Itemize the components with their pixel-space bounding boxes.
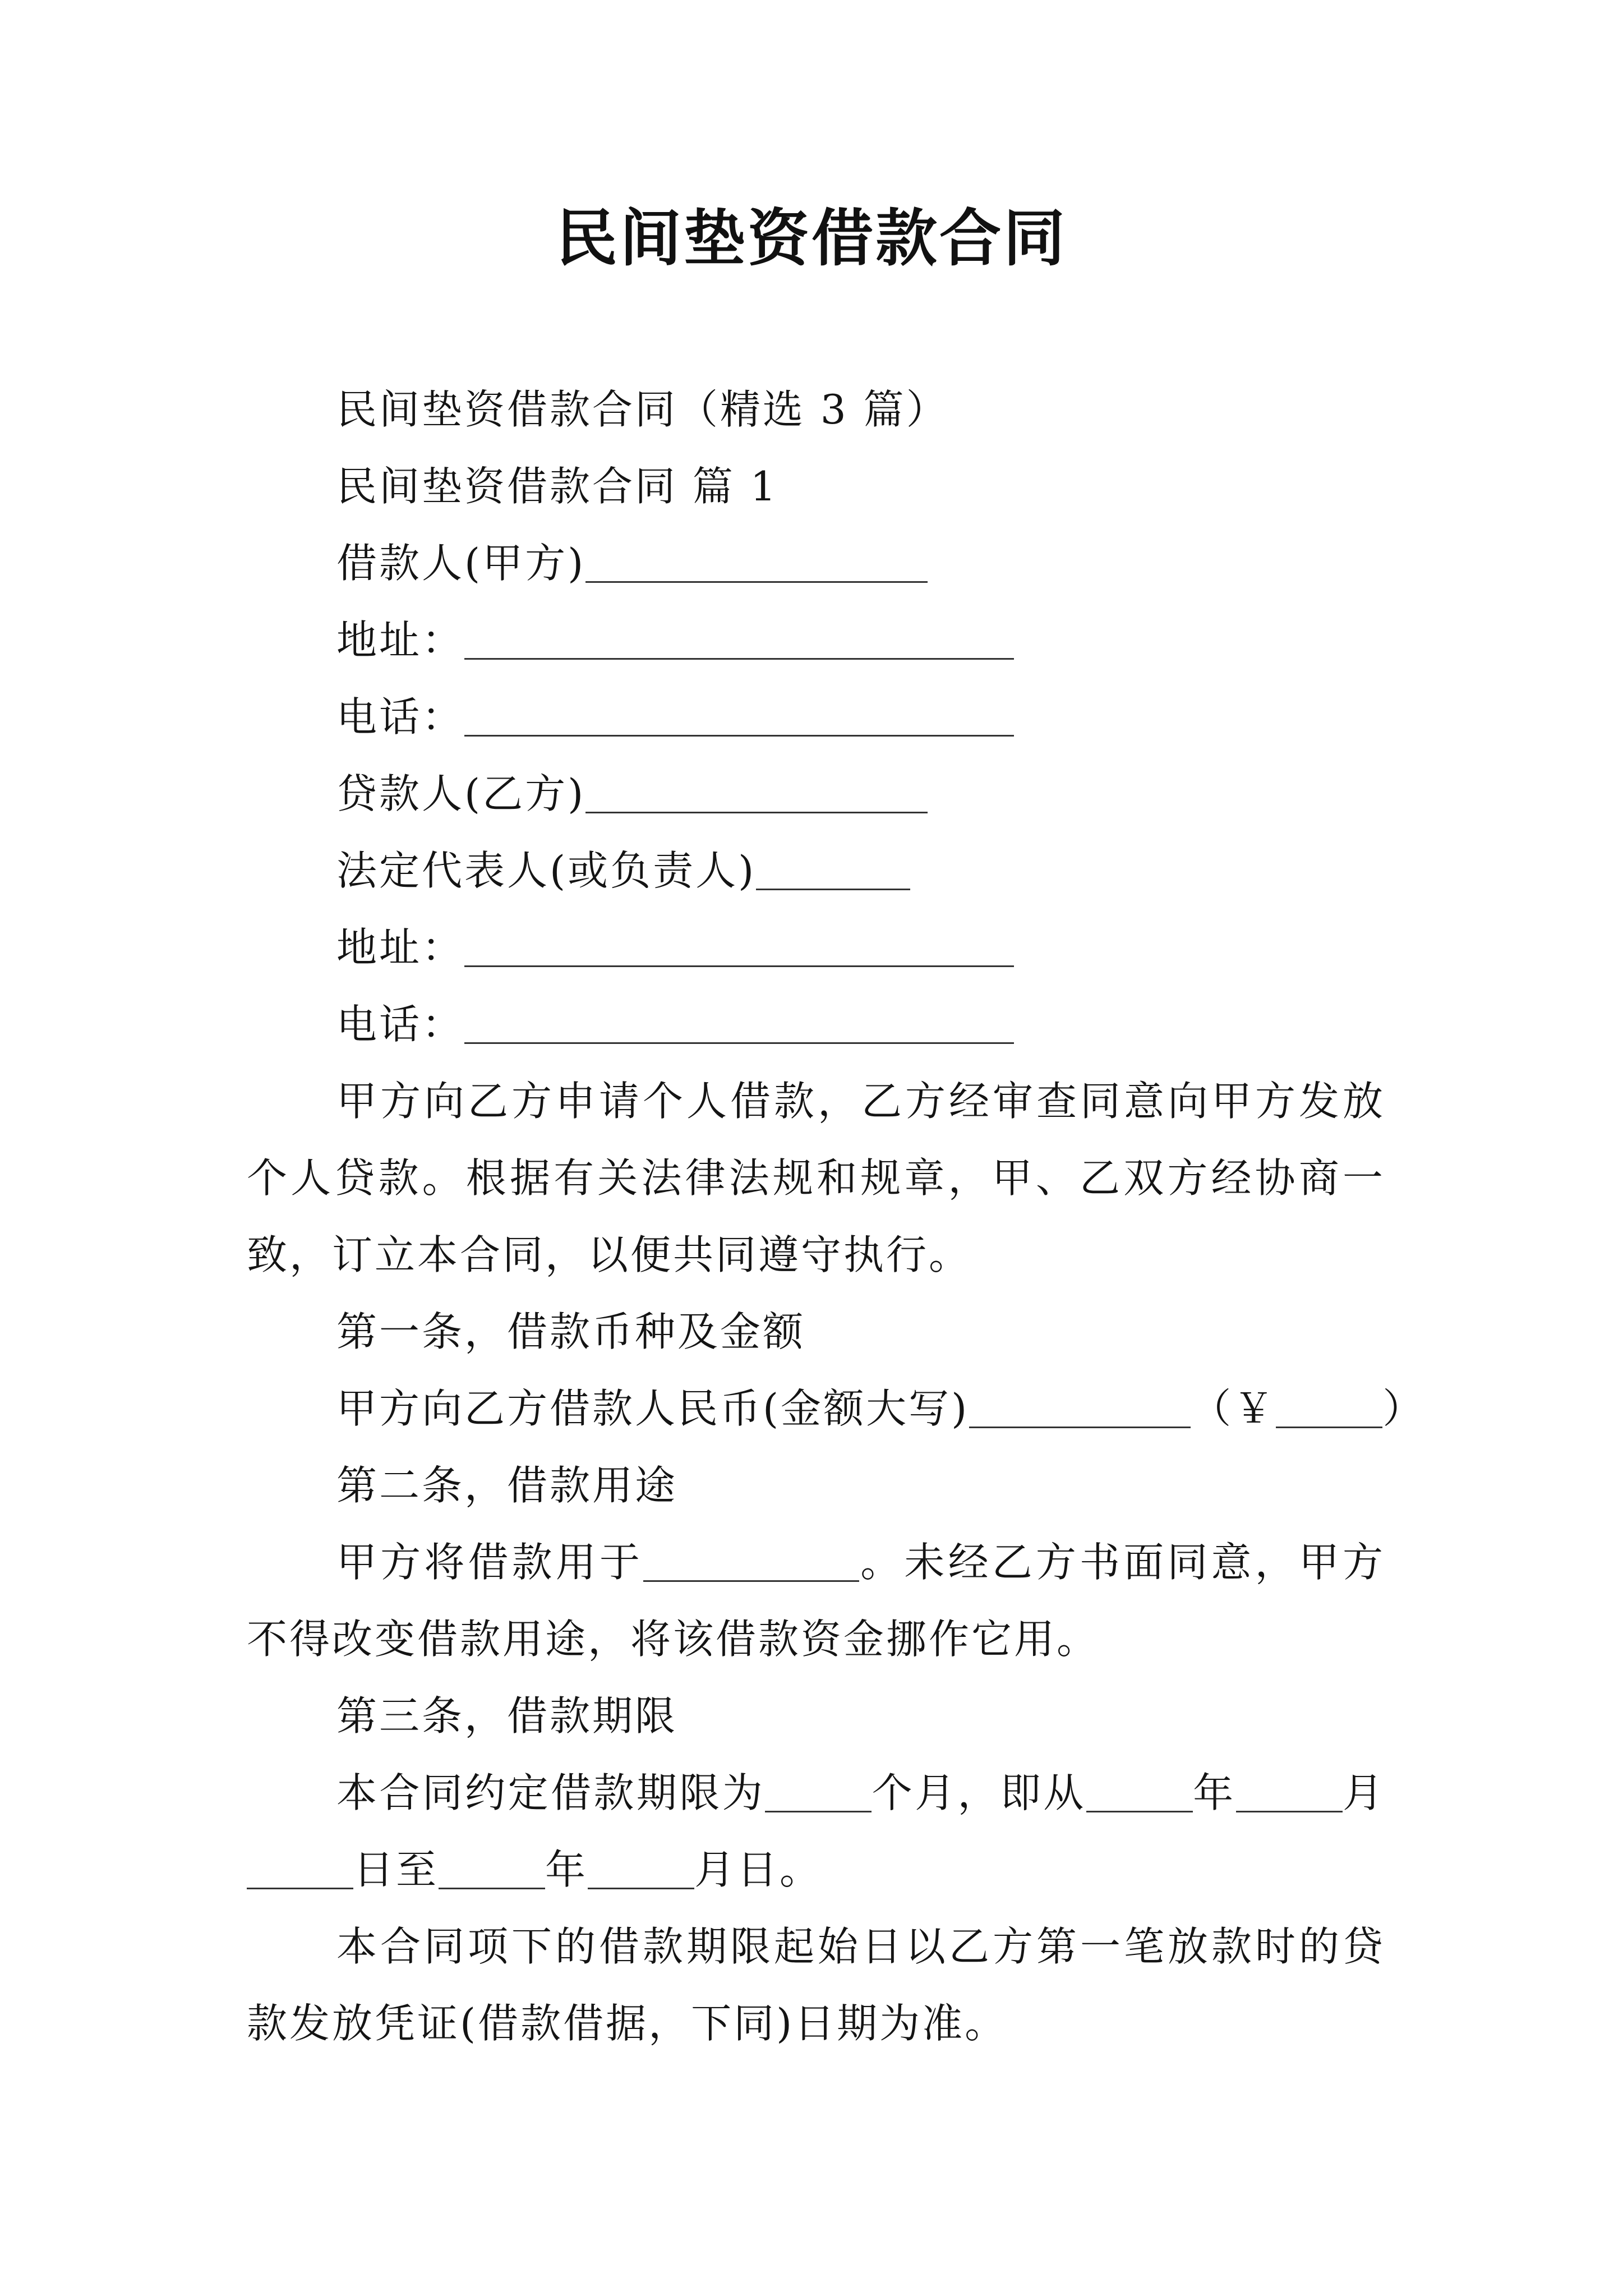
amount-words-blank [969, 1424, 1191, 1428]
legal-rep-label: 法定代表人(或负责人) [336, 847, 757, 894]
end-month-blank [588, 1885, 694, 1889]
purpose-blank [643, 1578, 859, 1582]
end-year-blank [439, 1885, 545, 1889]
start-year-blank [1086, 1809, 1193, 1812]
yen-open: （￥ [1191, 1385, 1276, 1432]
article1-text: 甲方向乙方借款人民币(金额大写) [336, 1385, 970, 1432]
amount-figure-blank [1276, 1424, 1382, 1428]
article1-amount-line [247, 1370, 1426, 1447]
phone-line-1 [247, 679, 1385, 756]
term-text-6: 年 [545, 1846, 588, 1893]
term-text-5: 日至 [353, 1846, 439, 1893]
lender-line [247, 756, 1385, 832]
document-title: 民间垫资借款合同 [556, 203, 1067, 274]
address-label-2: 地址： [336, 924, 465, 971]
phone-label-1: 电话： [336, 693, 465, 740]
phone-label-2: 电话： [336, 1001, 465, 1048]
document-body [247, 371, 1426, 2062]
address-line-2 [247, 909, 1385, 986]
article2-text-before: 甲方将借款用于 [336, 1539, 644, 1586]
address-label-1: 地址： [336, 616, 465, 664]
article2-heading: 第二条，借款用途 [336, 1462, 678, 1509]
legal-rep-line [247, 832, 1385, 909]
address-line-1 [247, 602, 1385, 679]
start-date-paragraph: 本合同项下的借款期限起始日以乙方第一笔放款时的贷款发放凭证(借款借据，下同)日期为准。 [247, 1923, 1385, 2047]
document-subtitle: 民间垫资借款合同（精选 3 篇） [336, 386, 949, 433]
phone-blank-1 [464, 733, 1014, 737]
section-heading: 民间垫资借款合同 篇 1 [336, 463, 778, 510]
start-month-blank [1236, 1809, 1343, 1812]
term-text-2: 个月，即从 [872, 1769, 1086, 1816]
term-text-3: 年 [1192, 1769, 1236, 1816]
article3-heading: 第三条，借款期限 [336, 1692, 678, 1740]
lender-label: 贷款人(乙方) [336, 770, 586, 817]
term-text-1: 本合同约定借款期限为 [336, 1769, 766, 1816]
address-blank-2 [464, 963, 1014, 967]
article2-paragraph [247, 1524, 1385, 1678]
borrower-blank [585, 579, 928, 583]
legal-rep-blank [756, 886, 910, 890]
article2-text-after: 。未经乙方书面同意，甲方不得改变借款用途，将该借款资金挪作它用。 [247, 1539, 1385, 1663]
borrower-label: 借款人(甲方) [336, 540, 586, 587]
term-text-4: 月 [1342, 1769, 1385, 1816]
intro-paragraph: 甲方向乙方申请个人借款，乙方经审查同意向甲方发放个人贷款。根据有关法律法规和规章，甲、乙双方经协商一致，订立本合同，以便共同遵守执行。 [247, 1078, 1385, 1278]
start-day-blank [247, 1885, 353, 1889]
phone-blank-2 [464, 1040, 1014, 1044]
article1-heading: 第一条，借款币种及金额 [336, 1308, 806, 1355]
borrower-line [247, 525, 1385, 602]
article3-term-paragraph [247, 1755, 1385, 1908]
phone-line-2 [247, 986, 1385, 1063]
address-blank-1 [464, 656, 1014, 660]
yen-close: ） [1382, 1385, 1426, 1432]
term-text-7: 月日。 [694, 1846, 823, 1893]
term-months-blank [765, 1809, 872, 1812]
lender-blank [585, 809, 928, 813]
